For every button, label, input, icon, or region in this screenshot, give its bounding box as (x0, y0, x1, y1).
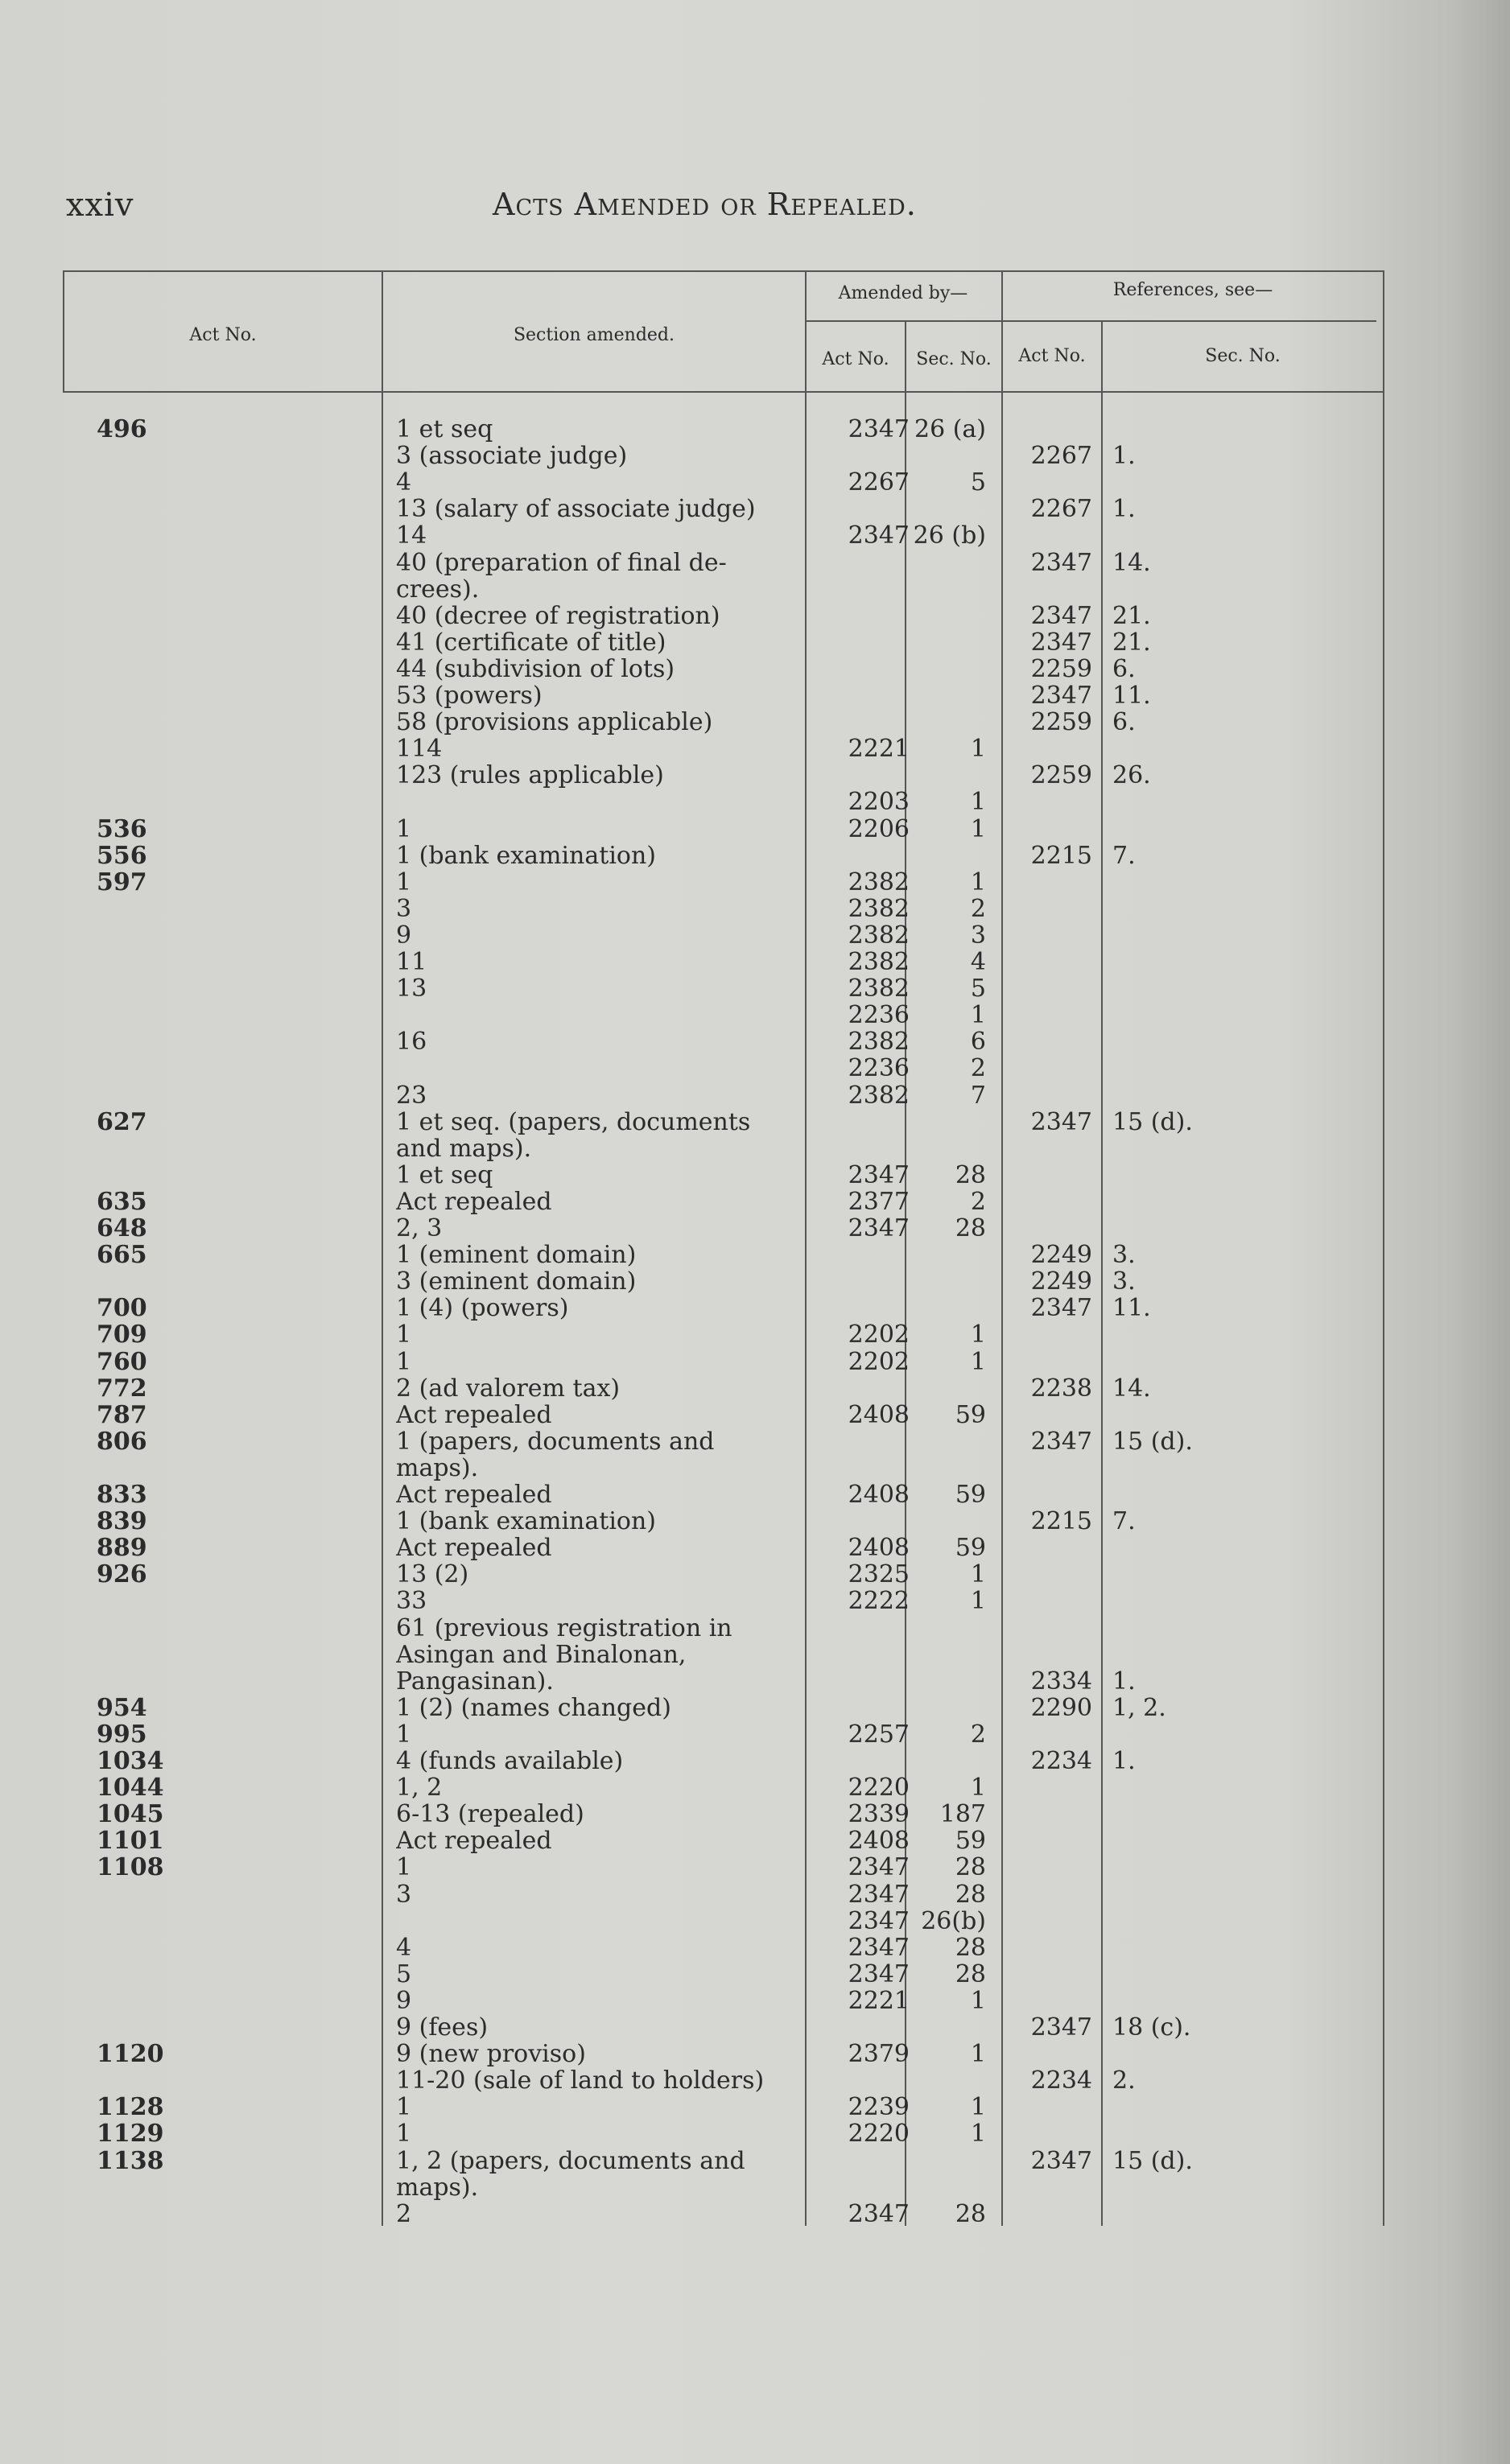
amended-act-cell: 2220 (848, 1774, 910, 1802)
table-row (0, 1961, 1510, 1988)
section-cell: 1 (396, 869, 412, 896)
act-no-cell: 1034 (97, 1748, 164, 1774)
ref-act-cell: 2347 (1030, 2147, 1092, 2175)
section-cell: 9 (396, 1988, 412, 2014)
table-row (0, 1242, 1510, 1268)
amended-sec-cell: 28 (955, 1881, 986, 1909)
amended-sec-cell: 6 (970, 1028, 986, 1056)
amended-sec-cell: 2 (970, 1188, 986, 1216)
ref-act-cell: 2347 (1030, 628, 1092, 657)
table-row (0, 1135, 1510, 1162)
ref-sec-cell: 11. (1112, 682, 1151, 710)
table-row (0, 922, 1510, 949)
ref-sec-cell: 7. (1112, 842, 1136, 870)
section-cell: 58 (provisions applicable) (396, 709, 713, 735)
amended-sec-cell: 59 (955, 1827, 986, 1855)
table-row (0, 2094, 1510, 2120)
ref-act-cell: 2347 (1030, 682, 1092, 710)
table-row (0, 1028, 1510, 1055)
ref-act-cell: 2267 (1030, 495, 1092, 523)
table-row (0, 1002, 1510, 1028)
table-row (0, 1561, 1510, 1588)
amended-sec-cell: 5 (970, 468, 986, 497)
section-cell: 4 (396, 1935, 412, 1961)
amended-act-cell: 2408 (848, 1481, 910, 1509)
amended-act-cell: 2382 (848, 1028, 910, 1056)
section-cell: 1 (bank examination) (396, 1508, 656, 1535)
section-cell: Act repealed (396, 1189, 552, 1215)
ref-act-cell: 2215 (1030, 842, 1092, 870)
act-no-cell: 709 (97, 1321, 147, 1348)
amended-sec-cell: 5 (970, 974, 986, 1003)
amended-act-cell: 2377 (848, 1188, 910, 1216)
table-row (0, 522, 1510, 549)
table-row (0, 1988, 1510, 2014)
section-cell: 2, 3 (396, 1215, 443, 1242)
act-no-cell: 1128 (97, 2094, 164, 2120)
section-cell: 3 (396, 1881, 412, 1908)
ref-act-cell: 2234 (1030, 2066, 1092, 2095)
ref-sec-cell: 15 (d). (1112, 2147, 1193, 2175)
ref-sec-cell: 14. (1112, 549, 1151, 577)
table-row (0, 1481, 1510, 1508)
table-row (0, 603, 1510, 629)
ref-sec-cell: 1. (1112, 442, 1136, 470)
table-row (0, 1801, 1510, 1827)
table-row (0, 1428, 1510, 1455)
amended-act-cell: 2236 (848, 1001, 910, 1029)
amended-act-cell: 2325 (848, 1560, 910, 1588)
table-row (0, 949, 1510, 975)
section-cell: 23 (396, 1082, 427, 1109)
amended-act-cell: 2347 (848, 1907, 910, 1935)
section-cell: 13 (salary of associate judge) (396, 496, 756, 522)
table-row (0, 2174, 1510, 2201)
amended-act-cell: 2408 (848, 1827, 910, 1855)
ref-act-cell: 2290 (1030, 1694, 1092, 1722)
amended-act-cell: 2347 (848, 1853, 910, 1881)
amended-sec-cell: 1 (970, 788, 986, 816)
table-row (0, 416, 1510, 443)
table-row (0, 1349, 1510, 1375)
amended-sec-cell: 1 (970, 1001, 986, 1029)
header-rule-amended (805, 320, 1376, 322)
act-no-cell: 889 (97, 1535, 147, 1561)
section-cell: 11 (396, 949, 427, 975)
header-section-amended: Section amended. (513, 325, 675, 345)
ref-sec-cell: 3. (1112, 1267, 1136, 1296)
ref-sec-cell: 11. (1112, 1294, 1151, 1322)
act-no-cell: 627 (97, 1109, 147, 1135)
table-row (0, 1082, 1510, 1109)
amended-sec-cell: 26(b) (921, 1907, 986, 1935)
table-row (0, 682, 1510, 709)
section-cell: Act repealed (396, 1535, 552, 1561)
act-no-cell: 536 (97, 816, 147, 843)
ref-act-cell: 2249 (1030, 1241, 1092, 1269)
section-cell: 40 (preparation of final de- (396, 550, 727, 576)
amended-act-cell: 2347 (848, 521, 910, 550)
act-no-cell: 806 (97, 1428, 147, 1455)
amended-act-cell: 2347 (848, 1214, 910, 1242)
header-amended-by: Amended by— (838, 283, 968, 303)
act-no-cell: 839 (97, 1508, 147, 1535)
amended-act-cell: 2257 (848, 1720, 910, 1749)
header-ref-sec-no: Sec. No. (1205, 346, 1281, 366)
table-row (0, 629, 1510, 656)
amended-sec-cell: 59 (955, 1534, 986, 1562)
table-row (0, 1375, 1510, 1402)
section-cell: 1 (bank examination) (396, 843, 656, 869)
amended-sec-cell: 2 (970, 1720, 986, 1749)
section-cell: 3 (eminent domain) (396, 1268, 637, 1295)
table-row (0, 576, 1510, 603)
amended-sec-cell: 1 (970, 1560, 986, 1588)
section-cell: 16 (396, 1028, 427, 1055)
amended-sec-cell: 1 (970, 1774, 986, 1802)
section-cell: 1 (papers, documents and (396, 1428, 715, 1455)
act-no-cell: 1129 (97, 2120, 164, 2147)
section-cell: 13 (2) (396, 1561, 469, 1588)
section-cell: 1 (396, 1349, 412, 1375)
ref-act-cell: 2249 (1030, 1267, 1092, 1296)
amended-sec-cell: 1 (970, 1587, 986, 1615)
table-row (0, 1935, 1510, 1961)
section-cell: 9 (new proviso) (396, 2041, 586, 2067)
amended-act-cell: 2382 (848, 1082, 910, 1110)
amended-act-cell: 2382 (848, 895, 910, 923)
table-row (0, 1908, 1510, 1935)
amended-act-cell: 2347 (848, 415, 910, 443)
table-row (0, 1268, 1510, 1295)
table-row (0, 1642, 1510, 1668)
ref-sec-cell: 1. (1112, 1747, 1136, 1775)
table-row (0, 1535, 1510, 1561)
act-no-cell: 597 (97, 869, 147, 896)
amended-sec-cell: 1 (970, 2120, 986, 2148)
act-no-cell: 1108 (97, 1854, 164, 1881)
act-no-cell: 954 (97, 1695, 147, 1721)
section-cell: maps). (396, 1455, 479, 1481)
section-cell: 4 (funds available) (396, 1748, 624, 1774)
amended-act-cell: 2202 (848, 1348, 910, 1376)
section-cell: 61 (previous registration in (396, 1615, 732, 1642)
section-cell: 4 (396, 469, 412, 496)
amended-act-cell: 2382 (848, 921, 910, 950)
amended-sec-cell: 3 (970, 921, 986, 950)
ref-act-cell: 2267 (1030, 442, 1092, 470)
table-row (0, 1854, 1510, 1881)
section-cell: 1 (4) (powers) (396, 1295, 569, 1321)
table-top-rule (63, 270, 1383, 272)
section-cell: 1 (396, 1854, 412, 1881)
ref-act-cell: 2347 (1030, 1428, 1092, 1456)
section-cell: 1 (396, 1321, 412, 1348)
section-cell: 14 (396, 522, 427, 549)
amended-sec-cell: 7 (970, 1082, 986, 1110)
amended-act-cell: 2382 (848, 948, 910, 976)
section-cell: 9 (396, 922, 412, 949)
amended-sec-cell: 2 (970, 895, 986, 923)
amended-sec-cell: 26 (a) (914, 415, 986, 443)
ref-sec-cell: 7. (1112, 1507, 1136, 1535)
table-row (0, 443, 1510, 469)
table-row (0, 1695, 1510, 1721)
amended-act-cell: 2236 (848, 1054, 910, 1082)
amended-sec-cell: 26 (b) (913, 521, 986, 550)
act-no-cell: 772 (97, 1375, 147, 1402)
table-row (0, 2067, 1510, 2094)
table-row (0, 869, 1510, 896)
ref-sec-cell: 14. (1112, 1374, 1151, 1403)
amended-act-cell: 2222 (848, 1587, 910, 1615)
act-no-cell: 995 (97, 1721, 147, 1748)
table-row (0, 816, 1510, 843)
amended-sec-cell: 28 (955, 2200, 986, 2228)
table-row (0, 1748, 1510, 1774)
section-cell: 6-13 (repealed) (396, 1801, 584, 1827)
table-row (0, 1295, 1510, 1321)
section-cell: 1, 2 (papers, documents and (396, 2148, 745, 2174)
amended-act-cell: 2339 (848, 1800, 910, 1828)
page-title: Acts Amended or Repealed. (493, 187, 917, 222)
table-row (0, 2120, 1510, 2147)
section-cell: 1 (396, 816, 412, 843)
ref-sec-cell: 26. (1112, 761, 1151, 789)
section-cell: 1 et seq (396, 1162, 493, 1189)
table-row (0, 762, 1510, 789)
amended-act-cell: 2347 (848, 2200, 910, 2228)
amended-sec-cell: 1 (970, 1348, 986, 1376)
amended-act-cell: 2203 (848, 788, 910, 816)
ref-act-cell: 2259 (1030, 655, 1092, 683)
amended-act-cell: 2408 (848, 1401, 910, 1429)
section-cell: maps). (396, 2174, 479, 2201)
section-cell: 1, 2 (396, 1774, 443, 1801)
amended-sec-cell: 187 (939, 1800, 986, 1828)
ref-act-cell: 2215 (1030, 1507, 1092, 1535)
section-cell: 13 (396, 975, 427, 1002)
section-cell: and maps). (396, 1135, 532, 1162)
section-cell: 5 (396, 1961, 412, 1988)
table-row (0, 975, 1510, 1002)
act-no-cell: 787 (97, 1402, 147, 1428)
act-no-cell: 926 (97, 1561, 147, 1588)
amended-sec-cell: 1 (970, 2093, 986, 2121)
table-row (0, 1827, 1510, 1854)
section-cell: 2 (ad valorem tax) (396, 1375, 621, 1402)
section-cell: 53 (powers) (396, 682, 543, 709)
ref-act-cell: 2238 (1030, 1374, 1092, 1403)
section-cell: Act repealed (396, 1827, 552, 1854)
amended-act-cell: 2239 (848, 2093, 910, 2121)
act-no-cell: 1138 (97, 2148, 164, 2174)
ref-act-cell: 2347 (1030, 1108, 1092, 1136)
table-row (0, 2148, 1510, 2174)
table-row (0, 1321, 1510, 1348)
section-cell: 33 (396, 1588, 427, 1614)
amended-sec-cell: 28 (955, 1161, 986, 1189)
amended-sec-cell: 1 (970, 735, 986, 763)
section-cell: 1 (396, 2094, 412, 2120)
header-references: References, see— (1112, 280, 1273, 300)
amended-act-cell: 2382 (848, 974, 910, 1003)
section-cell: 41 (certificate of title) (396, 629, 666, 656)
section-cell: crees). (396, 576, 480, 603)
amended-act-cell: 2221 (848, 735, 910, 763)
act-no-cell: 556 (97, 843, 147, 869)
table-row (0, 1774, 1510, 1801)
table-row (0, 735, 1510, 762)
amended-sec-cell: 1 (970, 868, 986, 896)
table-row (0, 469, 1510, 496)
amended-act-cell: 2347 (848, 1934, 910, 1962)
amended-act-cell: 2220 (848, 2120, 910, 2148)
section-cell: 1 (eminent domain) (396, 1242, 637, 1268)
section-cell: 3 (associate judge) (396, 443, 628, 469)
table-row (0, 1668, 1510, 1695)
table-row (0, 1721, 1510, 1748)
act-no-cell: 648 (97, 1215, 147, 1242)
table-row (0, 1588, 1510, 1614)
header-amended-act-no: Act No. (822, 349, 889, 369)
section-cell: 40 (decree of registration) (396, 603, 720, 629)
table-row (0, 1189, 1510, 1215)
amended-act-cell: 2347 (848, 1881, 910, 1909)
act-no-cell: 1045 (97, 1801, 164, 1827)
section-cell: 3 (396, 896, 412, 922)
act-no-cell: 760 (97, 1349, 147, 1375)
amended-act-cell: 2221 (848, 1987, 910, 2015)
act-no-cell: 700 (97, 1295, 147, 1321)
act-no-cell: 1120 (97, 2041, 164, 2067)
table-row (0, 1615, 1510, 1642)
section-cell: 1 et seq. (papers, documents (396, 1109, 751, 1135)
act-no-cell: 665 (97, 1242, 147, 1268)
ref-act-cell: 2259 (1030, 708, 1092, 736)
amended-act-cell: 2408 (848, 1534, 910, 1562)
ref-act-cell: 2234 (1030, 1747, 1092, 1775)
section-cell: 9 (fees) (396, 2014, 489, 2041)
table-row (0, 789, 1510, 815)
ref-sec-cell: 21. (1112, 602, 1151, 630)
section-cell: 1 (2) (names changed) (396, 1695, 671, 1721)
table-row (0, 1162, 1510, 1189)
section-cell: 2 (396, 2201, 412, 2227)
table-row (0, 1455, 1510, 1481)
amended-act-cell: 2347 (848, 1161, 910, 1189)
header-bottom-rule (63, 391, 1383, 393)
section-cell: Asingan and Binalonan, (396, 1642, 687, 1668)
ref-act-cell: 2347 (1030, 549, 1092, 577)
amended-sec-cell: 1 (970, 815, 986, 843)
table-row (0, 896, 1510, 922)
amended-sec-cell: 59 (955, 1401, 986, 1429)
ref-sec-cell: 18 (c). (1112, 2013, 1191, 2042)
ref-act-cell: 2347 (1030, 1294, 1092, 1322)
amended-act-cell: 2379 (848, 2040, 910, 2068)
ref-sec-cell: 1. (1112, 1667, 1136, 1696)
table-row (0, 2041, 1510, 2067)
section-cell: Act repealed (396, 1402, 552, 1428)
act-no-cell: 496 (97, 416, 147, 443)
act-no-cell: 1101 (97, 1827, 164, 1854)
table-row (0, 1881, 1510, 1908)
amended-sec-cell: 28 (955, 1960, 986, 1988)
table-row (0, 496, 1510, 522)
amended-sec-cell: 1 (970, 1987, 986, 2015)
table-row (0, 1508, 1510, 1535)
table-row (0, 709, 1510, 735)
page-number: xxiv (66, 187, 134, 224)
amended-sec-cell: 2 (970, 1054, 986, 1082)
ref-act-cell: 2347 (1030, 602, 1092, 630)
ref-sec-cell: 15 (d). (1112, 1108, 1193, 1136)
ref-act-cell: 2347 (1030, 2013, 1092, 2042)
table-row (0, 2201, 1510, 2227)
section-cell: 11-20 (sale of land to holders) (396, 2067, 765, 2094)
act-no-cell: 635 (97, 1189, 147, 1215)
amended-act-cell: 2382 (848, 868, 910, 896)
table-row (0, 1402, 1510, 1428)
ref-sec-cell: 1, 2. (1112, 1694, 1166, 1722)
act-no-cell: 1044 (97, 1774, 164, 1801)
table-row (0, 550, 1510, 576)
ref-sec-cell: 6. (1112, 655, 1136, 683)
table-row (0, 1109, 1510, 1135)
ref-sec-cell: 15 (d). (1112, 1428, 1193, 1456)
section-cell: 1 (396, 2120, 412, 2147)
section-cell: 1 et seq (396, 416, 493, 443)
table-row (0, 2014, 1510, 2041)
ref-act-cell: 2334 (1030, 1667, 1092, 1696)
ref-sec-cell: 2. (1112, 2066, 1136, 2095)
ref-sec-cell: 21. (1112, 628, 1151, 657)
section-cell: Pangasinan). (396, 1668, 554, 1695)
section-cell: Act repealed (396, 1481, 552, 1508)
amended-act-cell: 2347 (848, 1960, 910, 1988)
act-no-cell: 833 (97, 1481, 147, 1508)
amended-sec-cell: 4 (970, 948, 986, 976)
amended-sec-cell: 59 (955, 1481, 986, 1509)
section-cell: 114 (396, 735, 443, 762)
amended-sec-cell: 28 (955, 1853, 986, 1881)
amended-act-cell: 2202 (848, 1321, 910, 1349)
header-ref-act-no: Act No. (1018, 346, 1086, 366)
ref-sec-cell: 1. (1112, 495, 1136, 523)
table-row (0, 1215, 1510, 1242)
section-cell: 123 (rules applicable) (396, 762, 664, 789)
amended-act-cell: 2267 (848, 468, 910, 497)
ref-sec-cell: 6. (1112, 708, 1136, 736)
ref-act-cell: 2259 (1030, 761, 1092, 789)
table-row (0, 1055, 1510, 1082)
amended-sec-cell: 1 (970, 1321, 986, 1349)
header-act-no: Act No. (189, 325, 257, 345)
section-cell: 44 (subdivision of lots) (396, 656, 675, 682)
amended-act-cell: 2206 (848, 815, 910, 843)
amended-sec-cell: 28 (955, 1214, 986, 1242)
table-row (0, 843, 1510, 869)
section-cell: 1 (396, 1721, 412, 1748)
amended-sec-cell: 28 (955, 1934, 986, 1962)
table-row (0, 656, 1510, 682)
amended-sec-cell: 1 (970, 2040, 986, 2068)
ref-sec-cell: 3. (1112, 1241, 1136, 1269)
header-amended-sec-no: Sec. No. (916, 349, 992, 369)
